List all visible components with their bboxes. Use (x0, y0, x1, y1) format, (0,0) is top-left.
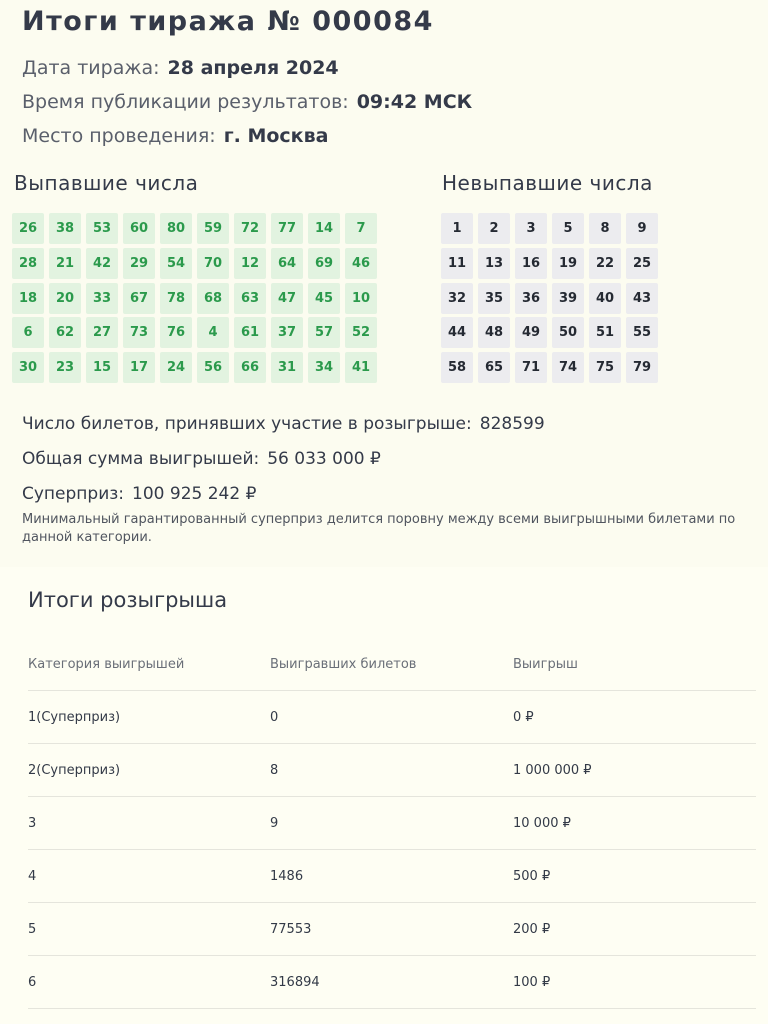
prize-cell: 1 000 000 ₽ (513, 744, 756, 797)
drawn-number: 61 (234, 317, 266, 348)
drawn-number: 17 (123, 352, 155, 383)
drawn-number: 45 (308, 283, 340, 314)
draw-date-label: Дата тиража: (22, 57, 160, 79)
not-drawn-number: 35 (478, 283, 510, 314)
drawn-number: 80 (160, 213, 192, 244)
drawn-number: 34 (308, 352, 340, 383)
not-drawn-number: 2 (478, 213, 510, 244)
drawn-number: 26 (12, 213, 44, 244)
not-drawn-number: 25 (626, 248, 658, 279)
results-table-body (28, 691, 756, 1009)
drawn-number: 64 (271, 248, 303, 279)
superprize-stat (22, 484, 256, 504)
not-drawn-number: 22 (589, 248, 621, 279)
drawn-number: 4 (197, 317, 229, 348)
not-drawn-number: 3 (515, 213, 547, 244)
table-row (28, 797, 756, 850)
drawn-number: 15 (86, 352, 118, 383)
drawn-number: 41 (345, 352, 377, 383)
drawn-number: 47 (271, 283, 303, 314)
results-section (0, 567, 768, 1024)
drawn-number: 21 (49, 248, 81, 279)
drawn-numbers-heading: Выпавшие числа (14, 171, 199, 195)
drawn-numbers-grid (12, 213, 377, 383)
not-drawn-number: 49 (515, 317, 547, 348)
drawn-number: 23 (49, 352, 81, 383)
not-drawn-number: 43 (626, 283, 658, 314)
not-drawn-number: 39 (552, 283, 584, 314)
winners-cell: 77553 (270, 903, 513, 956)
drawn-number: 53 (86, 213, 118, 244)
superprize-label: Суперприз: (22, 484, 125, 504)
not-drawn-number: 13 (478, 248, 510, 279)
drawn-number: 69 (308, 248, 340, 279)
category-cell: 5 (28, 903, 270, 956)
column-header-category: Категория выигрышей (28, 638, 270, 691)
draw-date-line (22, 57, 339, 79)
not-drawn-number: 74 (552, 352, 584, 383)
not-drawn-number: 75 (589, 352, 621, 383)
drawn-number: 78 (160, 283, 192, 314)
not-drawn-number: 44 (441, 317, 473, 348)
publish-time-line (22, 91, 472, 113)
drawn-number: 18 (12, 283, 44, 314)
table-header-row (28, 638, 756, 691)
table-row (28, 691, 756, 744)
category-cell: 1(Суперприз) (28, 691, 270, 744)
category-cell: 3 (28, 797, 270, 850)
drawn-number: 27 (86, 317, 118, 348)
drawn-number: 38 (49, 213, 81, 244)
drawn-number: 29 (123, 248, 155, 279)
prize-cell: 200 ₽ (513, 903, 756, 956)
drawn-number: 63 (234, 283, 266, 314)
drawn-number: 70 (197, 248, 229, 279)
draw-date-value: 28 апреля 2024 (167, 57, 339, 79)
winners-cell: 9 (270, 797, 513, 850)
tickets-value: 828599 (479, 414, 545, 434)
not-drawn-number: 79 (626, 352, 658, 383)
drawn-number: 12 (234, 248, 266, 279)
drawn-number: 60 (123, 213, 155, 244)
results-title: Итоги розыгрыша (28, 588, 228, 612)
drawn-number: 77 (271, 213, 303, 244)
drawn-number: 72 (234, 213, 266, 244)
drawn-number: 54 (160, 248, 192, 279)
not-drawn-number: 71 (515, 352, 547, 383)
not-drawn-number: 36 (515, 283, 547, 314)
not-drawn-number: 65 (478, 352, 510, 383)
total-winnings-stat (22, 449, 381, 469)
not-drawn-number: 55 (626, 317, 658, 348)
not-drawn-number: 19 (552, 248, 584, 279)
drawn-number: 68 (197, 283, 229, 314)
not-drawn-number: 50 (552, 317, 584, 348)
drawn-number: 20 (49, 283, 81, 314)
publish-time-label: Время публикации результатов: (22, 91, 349, 113)
drawn-number: 66 (234, 352, 266, 383)
not-drawn-number: 1 (441, 213, 473, 244)
not-drawn-number: 11 (441, 248, 473, 279)
drawn-number: 73 (123, 317, 155, 348)
prize-cell: 0 ₽ (513, 691, 756, 744)
table-row (28, 850, 756, 903)
prize-cell: 500 ₽ (513, 850, 756, 903)
not-drawn-number: 58 (441, 352, 473, 383)
column-header-winners: Выигравших билетов (270, 638, 513, 691)
draw-place-label: Место проведения: (22, 125, 216, 147)
not-drawn-number: 48 (478, 317, 510, 348)
drawn-number: 57 (308, 317, 340, 348)
page-title: Итоги тиража № 000084 (22, 6, 434, 37)
drawn-number: 46 (345, 248, 377, 279)
not-drawn-number: 5 (552, 213, 584, 244)
not-drawn-numbers-heading: Невыпавшие числа (442, 171, 653, 195)
winners-cell: 1486 (270, 850, 513, 903)
winners-cell: 0 (270, 691, 513, 744)
draw-place-line (22, 125, 328, 147)
not-drawn-number: 51 (589, 317, 621, 348)
column-header-prize: Выигрыш (513, 638, 756, 691)
drawn-number: 10 (345, 283, 377, 314)
drawn-number: 56 (197, 352, 229, 383)
drawn-number: 52 (345, 317, 377, 348)
drawn-number: 7 (345, 213, 377, 244)
not-drawn-number: 32 (441, 283, 473, 314)
drawn-number: 28 (12, 248, 44, 279)
not-drawn-number: 16 (515, 248, 547, 279)
prize-cell: 100 ₽ (513, 956, 756, 1009)
drawn-number: 24 (160, 352, 192, 383)
not-drawn-number: 8 (589, 213, 621, 244)
tickets-stat (22, 414, 545, 434)
not-drawn-number: 9 (626, 213, 658, 244)
publish-time-value: 09:42 МСК (356, 91, 473, 113)
table-row (28, 956, 756, 1009)
drawn-number: 6 (12, 317, 44, 348)
drawn-number: 31 (271, 352, 303, 383)
drawn-number: 76 (160, 317, 192, 348)
drawn-number: 67 (123, 283, 155, 314)
winners-cell: 316894 (270, 956, 513, 1009)
total-winnings-label: Общая сумма выигрышей: (22, 449, 260, 469)
results-table (28, 638, 756, 1009)
superprize-note: Минимальный гарантированный суперприз делится поровну между всеми выигрышными билетами по данной категории. (22, 512, 736, 545)
draw-place-value: г. Москва (223, 125, 329, 147)
drawn-number: 37 (271, 317, 303, 348)
drawn-number: 14 (308, 213, 340, 244)
total-winnings-value: 56 033 000 ₽ (267, 449, 381, 469)
winners-cell: 8 (270, 744, 513, 797)
table-row (28, 903, 756, 956)
drawn-number: 33 (86, 283, 118, 314)
drawn-number: 62 (49, 317, 81, 348)
not-drawn-number: 40 (589, 283, 621, 314)
prize-cell: 10 000 ₽ (513, 797, 756, 850)
drawn-number: 42 (86, 248, 118, 279)
tickets-label: Число билетов, принявших участие в розыгрыше: (22, 414, 472, 434)
not-drawn-numbers-grid (441, 213, 658, 383)
drawn-number: 59 (197, 213, 229, 244)
superprize-value: 100 925 242 ₽ (132, 484, 257, 504)
drawn-number: 30 (12, 352, 44, 383)
table-row (28, 744, 756, 797)
category-cell: 2(Суперприз) (28, 744, 270, 797)
category-cell: 4 (28, 850, 270, 903)
category-cell: 6 (28, 956, 270, 1009)
